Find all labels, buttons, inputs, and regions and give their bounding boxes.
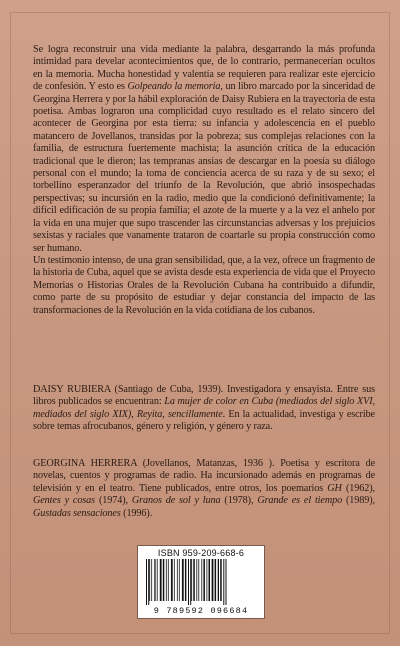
ean-number: 9 789592 096684 (153, 606, 249, 616)
blurb-paragraph-2: Un testimonio intenso, de una gran sensibilidad, que, a la vez, ofrece un fragmento de la historia de Cuba, aquel que se avista desde esta experiencia de vida que el Proyecto Memorias o Historias Orales de la Revolución Cubana ha contribuido a difundir, como parte de su propósito de estudiar y dejar constancia del impacto de las transformaciones de la Revolución en la vida cotidiana de los cubanos. (33, 254, 375, 316)
author-bio-rubiera: DAISY RUBIERA (Santiago de Cuba, 1939). Investigadora y ensayista. Entre sus libros publicados se encuentran: La mujer de color en Cuba (mediados del siglo XVI, mediados del siglo XIX), Reyita, sencillamente. En la actualidad, investiga y escribe sobre temas afrocubanos, género y religión, y género y raza. (33, 384, 375, 433)
book-title: Golpeando la memoria (127, 81, 221, 93)
barcode-panel (137, 545, 265, 619)
isbn-label: ISBN 959-209-668-6 (157, 548, 245, 558)
blurb-text (33, 44, 375, 317)
blurb-paragraph-1: Se logra reconstruir una vida mediante la palabra, desgarrando la más profunda intimidad para develar acontecimientos que, de lo contrario, permanecerían ocultos en la memoria. Mucha honestidad y valentía se requieren para realizar este ejercicio de confesión. Y esto es Golpeando la memoria, un libro marcado por la sinceridad de Georgina Herrera y por la hábil exploración de Daisy Rubiera en la trayectoria de esta poetisa. Ambas lograron una complicidad cuyo resultado es el relato sincero del acontecer de Georgina por esta tierra: su infancia y adolescencia en el pueblo matancero de Jovellanos, transidas por la pobreza; sus complejas relaciones con la familia, de estructura fuertemente machista; la asunción crítica de la educación tradicional que le dieron; las tempranas ansias de descargar en la poesía su diálogo personal con el mundo; la toma de conciencia acerca de su raza y de su sexo; el torbellino esperanzador del triunfo de la Revolución, que abrió insospechadas perspectivas; su incursión en la radio, medio que la condicionó definitivamente; la difícil edificación de su propia familia; el azote de la muerte y a la vez el anhelo por la vida en una mujer que supo trascender las circunstancias adversas y los prejuicios sexistas y raciales que vanamente trataron de coartarle su propia construcción como ser humano. (33, 44, 376, 254)
barcode-icon (144, 559, 258, 605)
author-bio-herrera: GEORGINA HERRERA (Jovellanos, Matanzas, 1936 ). Poetisa y escritora de novelas, cuentos y programas de radio. Ha incursionado además en programas de televisión y en el teatro. Tiene publicados, entre otros, los poemarios GH (1962), Gentes y cosas (1974), Granos de sol y luna (1978), Grande es el tiempo (1989), Gustadas sensaciones (1996). (33, 458, 375, 519)
